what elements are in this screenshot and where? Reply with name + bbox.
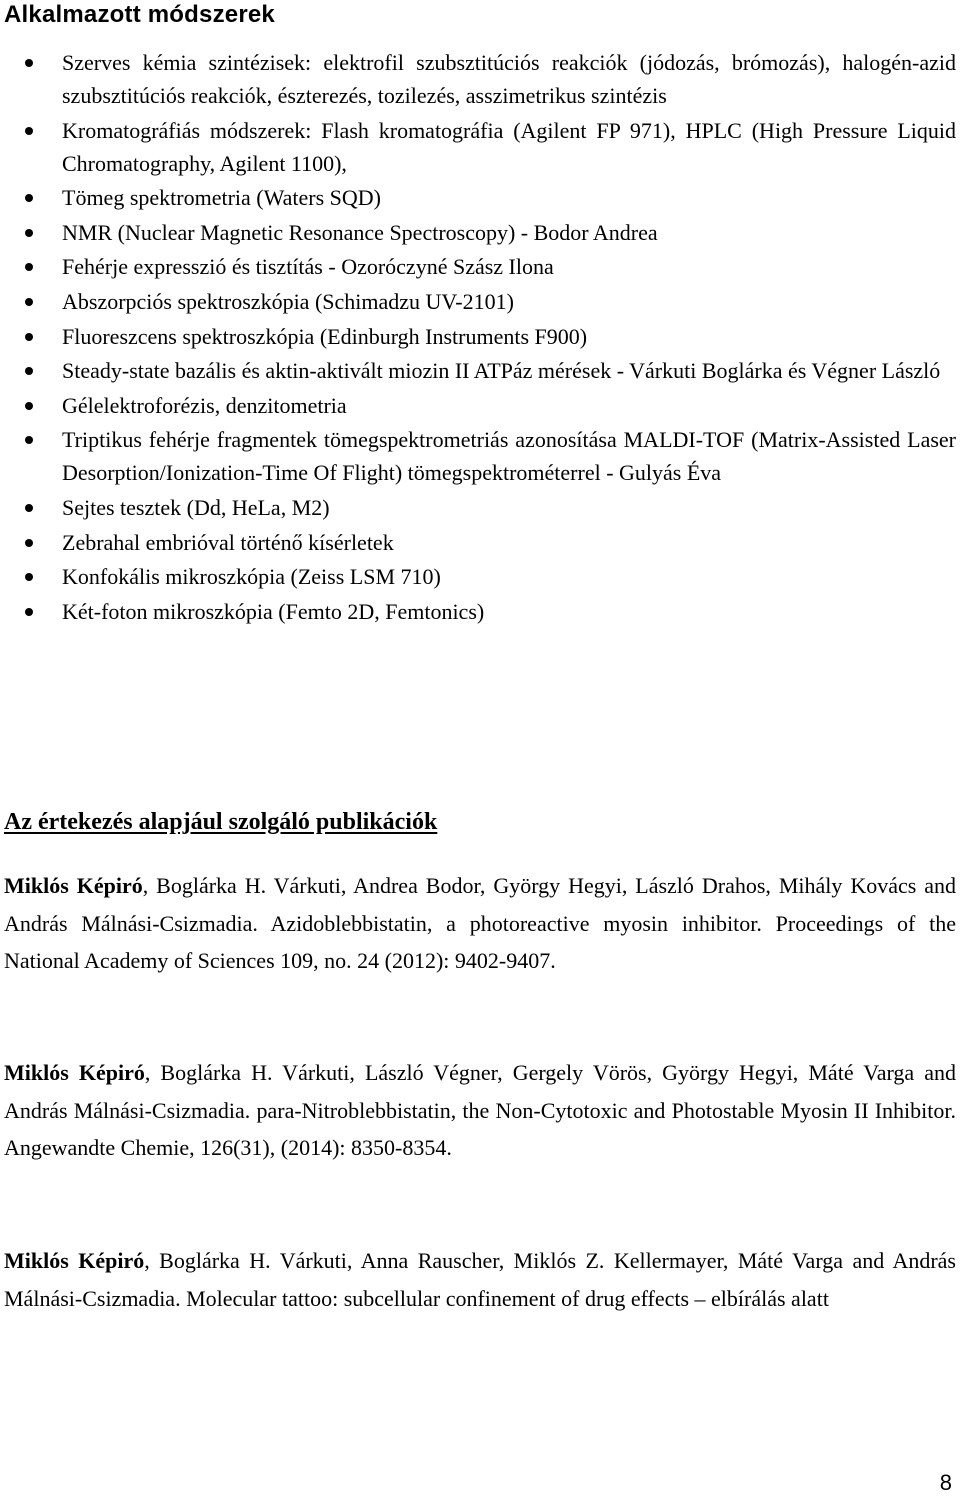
main-author: Miklós Képiró [4,1248,145,1273]
list-item [0,320,956,353]
publication-citation: , Boglárka H. Várkuti, László Végner, Gergely Vörös, György Hegyi, Máté Varga and András Málnási-Csizmadia. para-Nitroblebbistatin, the Non-Cytotoxic and Photostable Myosin II Inhibitor. Angewandte Chemie, 126(31), (2014): 8350-8354. [4,1060,956,1160]
bullet-icon [25,539,33,547]
methods-list [0,46,956,629]
list-item-text: Fluoreszcens spektroszkópia (Edinburgh Instruments F900) [62,323,588,349]
list-item-text: Gélelektroforézis, denzitometria [62,392,347,418]
bullet-icon [25,367,33,375]
list-item [0,285,956,318]
list-item-text: Triptikus fehérje fragmentek tömegspektrometriás azonosítása MALDI-TOF (Matrix-Assisted Laser Desorption/Ionization-Time Of Flight) tömegspektrométerrel - Gulyás Éva [62,427,956,486]
list-item-text: Steady-state bazális és aktin-aktivált miozin II ATPáz mérések - Várkuti Boglárka és Végner László [62,358,941,384]
list-item [0,560,956,593]
methods-heading: Alkalmazott módszerek [4,1,275,28]
list-item [0,389,956,422]
publication-entry [4,1242,956,1317]
list-item [0,491,956,524]
main-author: Miklós Képiró [4,1060,145,1085]
publication-entry [4,1054,956,1167]
bullet-icon [25,298,33,306]
list-item [0,423,956,489]
list-item-text: Két-foton mikroszkópia (Femto 2D, Femtonics) [62,598,485,624]
bullet-icon [25,436,33,444]
publication-entry [4,867,956,980]
list-item-text: Zebrahal embrióval történő kísérletek [62,529,394,555]
list-item-text: Szerves kémia szintézisek: elektrofil szubsztitúciós reakciók (jódozás, brómozás), halogén-azid szubsztitúciós reakciók, észterezés, tozilezés, asszimetrikus szintézis [62,50,956,108]
publication-citation: , Boglárka H. Várkuti, Andrea Bodor, György Hegyi, László Drahos, Mihály Kovács and András Málnási-Csizmadia. Azidoblebbistatin, a photoreactive myosin inhibitor. Proceedings of the National Academy of Sciences 109, no. 24 (2012): 9402-9407. [4,873,956,973]
list-item [0,595,956,628]
publication-citation: , Boglárka H. Várkuti, Anna Rauscher, Miklós Z. Kellermayer, Máté Varga and András Málnási-Csizmadia. Molecular tattoo: subcellular confinement of drug effects – elbírálás alatt [4,1248,956,1311]
bullet-icon [25,504,33,512]
list-item [0,114,956,180]
list-item-text: Tömeg spektrometria (Waters SQD) [62,185,381,211]
list-item-text: Konfokális mikroszkópia (Zeiss LSM 710) [62,564,441,590]
main-author: Miklós Képiró [4,873,143,898]
bullet-icon [25,59,33,67]
list-item-text: Abszorpciós spektroszkópia (Schimadzu UV-2101) [62,288,514,314]
bullet-icon [25,263,33,271]
list-item [0,181,956,214]
bullet-icon [25,333,33,341]
list-item [0,354,956,387]
list-item-text: NMR (Nuclear Magnetic Resonance Spectroscopy) - Bodor Andrea [62,219,658,245]
bullet-icon [25,573,33,581]
bullet-icon [25,402,33,410]
page-number: 8 [939,1470,952,1495]
list-item [0,250,956,283]
list-item [0,526,956,559]
list-item [0,216,956,249]
list-item-text: Kromatográfiás módszerek: Flash kromatográfia (Agilent FP 971), HPLC (High Pressure Liquid Chromatography, Agilent 1100), [62,117,956,176]
bullet-icon [25,608,33,616]
bullet-icon [25,194,33,202]
list-item-text: Sejtes tesztek (Dd, HeLa, M2) [62,494,330,520]
list-item-text: Fehérje expresszió és tisztítás - Ozoróczyné Szász Ilona [62,254,554,280]
list-item [0,46,956,112]
publications-heading: Az értekezés alapjául szolgáló publikációk [4,809,438,835]
bullet-icon [25,127,33,135]
bullet-icon [25,229,33,237]
